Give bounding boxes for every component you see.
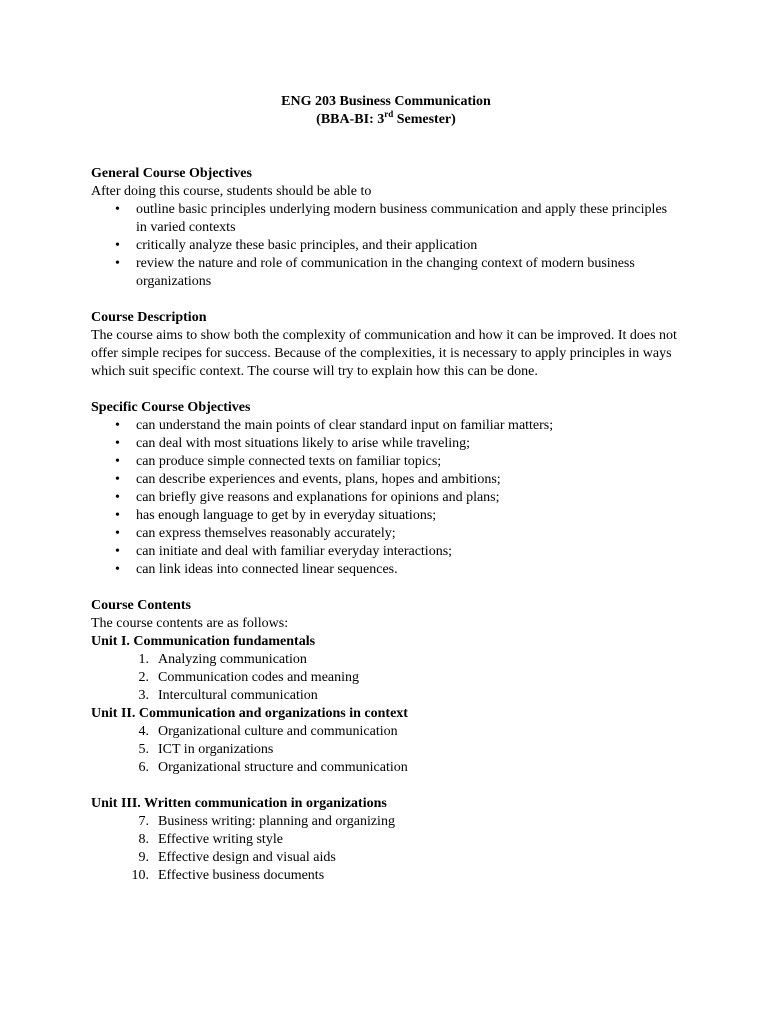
list-item [91,849,681,867]
list-item-text: Business writing: planning and organizing [158,814,395,829]
subtitle-suffix: Semester) [393,112,456,127]
list-item [91,741,681,759]
unit-2-list [91,723,681,777]
list-item-text: can produce simple connected texts on familiar topics; [136,454,442,469]
bullet-icon: • [115,526,120,541]
list-item [91,723,681,741]
course-contents-intro: The course contents are as follows: [91,616,289,631]
list-item [91,687,681,705]
item-number: 5. [138,742,149,757]
unit-title: Unit II. Communication and organizations in context [91,706,408,721]
item-number: 7. [138,814,149,829]
list-item [91,471,681,489]
list-item-text: can understand the main points of clear standard input on familiar matters; [136,418,554,433]
list-item-text: can deal with most situations likely to arise while traveling; [136,436,470,451]
list-item-text: Organizational structure and communication [158,760,408,775]
general-objectives-list [91,201,681,291]
specific-objectives-heading: Specific Course Objectives [91,400,251,415]
list-item [91,489,681,507]
list-item [91,255,681,291]
list-item [91,435,681,453]
general-objectives-section [91,165,681,291]
specific-objectives-section [91,399,681,579]
bullet-icon: • [115,454,120,469]
list-item-text: can briefly give reasons and explanations for opinions and plans; [136,490,500,505]
list-item-text: Effective business documents [158,868,325,883]
list-item [91,543,681,561]
bullet-icon: • [115,472,120,487]
item-number: 9. [138,850,149,865]
course-description-heading: Course Description [91,310,207,325]
list-item-text: Organizational culture and communication [158,724,398,739]
list-item [91,867,681,885]
list-item-text: Analyzing communication [158,652,307,667]
list-item [91,237,681,255]
list-item-text: Effective design and visual aids [158,850,336,865]
list-item [91,669,681,687]
general-objectives-heading: General Course Objectives [91,166,252,181]
list-item-text: outline basic principles underlying modern business communication and apply these principles in varied contexts [136,202,668,235]
course-title-block [91,93,681,129]
list-item-text: can express themselves reasonably accurately; [136,526,396,541]
bullet-icon: • [115,490,120,505]
list-item [91,561,681,579]
list-item [91,651,681,669]
list-item-text: can initiate and deal with familiar everyday interactions; [136,544,453,559]
item-number: 1. [138,652,149,667]
course-title: ENG 203 Business Communication [281,94,491,109]
list-item [91,201,681,237]
list-item-text: Intercultural communication [158,688,318,703]
list-item [91,453,681,471]
list-item-text: ICT in organizations [158,742,274,757]
list-item-text: critically analyze these basic principles, and their application [136,238,478,253]
general-objectives-intro: After doing this course, students should be able to [91,184,372,199]
list-item [91,525,681,543]
list-item [91,831,681,849]
item-number: 4. [138,724,149,739]
unit-1-list [91,651,681,705]
unit-3-list [91,813,681,885]
item-number: 3. [138,688,149,703]
specific-objectives-list [91,417,681,579]
bullet-icon: • [115,418,120,433]
list-item-text: can link ideas into connected linear sequences. [136,562,398,577]
list-item [91,813,681,831]
document-page [91,93,681,885]
unit-title: Unit I. Communication fundamentals [91,634,316,649]
course-contents-section [91,597,681,885]
course-contents-heading: Course Contents [91,598,191,613]
item-number: 8. [138,832,149,847]
subtitle-superscript: rd [384,109,394,119]
course-description-text: The course aims to show both the complexity of communication and how it can be improved. It does not offer simple recipes for success. Because of the complexities, it is necessary to apply principles in ways which suit specific context. The course will try to explain how this can be done. [91,328,677,379]
bullet-icon: • [115,256,120,271]
list-item-text: has enough language to get by in everyday situations; [136,508,437,523]
item-number: 2. [138,670,149,685]
course-description-section [91,309,681,381]
item-number: 10. [131,868,149,883]
list-item-text: Effective writing style [158,832,283,847]
bullet-icon: • [115,436,120,451]
list-item-text: can describe experiences and events, plans, hopes and ambitions; [136,472,501,487]
unit-title: Unit III. Written communication in organizations [91,796,387,811]
list-item [91,417,681,435]
list-item-text: review the nature and role of communication in the changing context of modern business organizations [136,256,635,289]
list-item [91,759,681,777]
bullet-icon: • [115,562,120,577]
bullet-icon: • [115,508,120,523]
list-item-text: Communication codes and meaning [158,670,360,685]
bullet-icon: • [115,544,120,559]
list-item [91,507,681,525]
subtitle-prefix: (BBA-BI: 3 [316,112,385,127]
bullet-icon: • [115,238,120,253]
item-number: 6. [138,760,149,775]
bullet-icon: • [115,202,120,217]
course-subtitle [91,111,681,129]
